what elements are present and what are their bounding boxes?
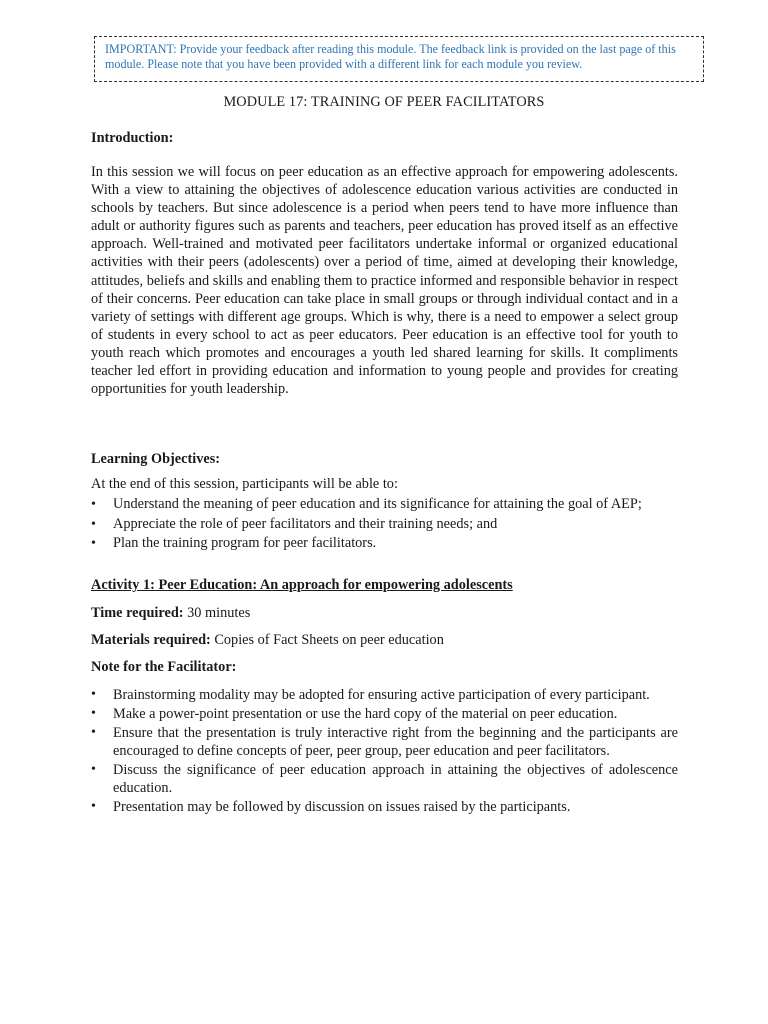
activity-heading: Activity 1: Peer Education: An approach for empowering adolescents — [91, 577, 513, 593]
time-label: Time required: — [91, 605, 184, 621]
time-value: 30 minutes — [187, 605, 251, 621]
note-heading: Note for the Facilitator: — [91, 659, 237, 675]
list-item: • Presentation may be followed by discussion on issues raised by the participants. — [91, 798, 678, 816]
introduction-heading: Introduction: — [91, 130, 174, 146]
introduction-text: In this session we will focus on peer education as an effective approach for empowering adolescents. With a view to attaining the objectives of adolescence education various activities are conducted in schools by teachers. But since adolescence is a period when peers tend to have more influence than adult or authority figures such as parents and teachers, peer education has proved itself as an effective approach. Well-trained and motivated peer facilitators undertake informal or organized educational activities with their peers (adolescents) over a period of time, aimed at developing their knowledge, attitudes, beliefs and skills and enabling them to practice informed and responsible behavior in respect of their concerns. Peer education can take place in small groups or through individual contact and in a variety of settings with different age groups. Which is why, there is a need to empower a select group of students in every school to act as peer educators. Peer education is an effective tool for youth to youth reach which promotes and encourages a youth led shared learning for skills. It compliments teacher led effort in providing education and information to young people and provides for creating opportunities for youth leadership. — [91, 164, 678, 398]
materials-label: Materials required: — [91, 632, 211, 648]
objectives-list — [91, 496, 691, 555]
list-item: • Appreciate the role of peer facilitators and their training needs; and — [91, 516, 691, 536]
feedback-notice: IMPORTANT: Provide your feedback after reading this module. The feedback link is provided on the last page of this module. Please note that you have been provided with a different link for each module you review. — [94, 36, 704, 82]
list-item: • Brainstorming modality may be adopted for ensuring active participation of every participant. — [91, 686, 678, 704]
objectives-lead: At the end of this session, participants will be able to: — [91, 476, 398, 492]
list-item: • Ensure that the presentation is truly interactive right from the beginning and the participants are encouraged to define concepts of peer, peer group, peer education and peer facilitators. — [91, 724, 678, 760]
list-item: • Understand the meaning of peer education and its significance for attaining the goal of AEP; — [91, 496, 691, 516]
module-title: MODULE 17: TRAINING OF PEER FACILITATORS — [223, 94, 545, 110]
list-item: • Plan the training program for peer facilitators. — [91, 535, 691, 555]
list-item: • Make a power-point presentation or use the hard copy of the material on peer education. — [91, 705, 678, 723]
list-item: • Discuss the significance of peer education approach in attaining the objectives of adolescence education. — [91, 761, 678, 797]
objectives-heading: Learning Objectives: — [91, 451, 221, 467]
facilitator-notes-list — [91, 686, 678, 817]
time-required — [91, 605, 250, 622]
materials-required — [91, 632, 444, 649]
materials-value: Copies of Fact Sheets on peer education — [214, 632, 444, 648]
